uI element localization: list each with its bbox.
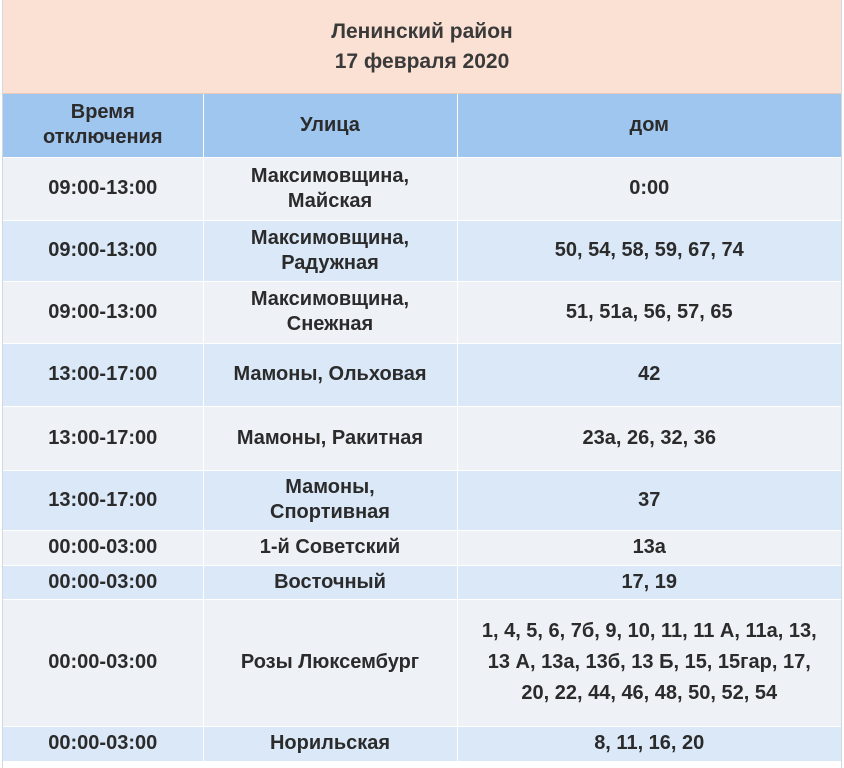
street-cell: Розы Люксембург <box>203 599 457 726</box>
column-header-time: Время отключения <box>3 94 203 157</box>
time-cell: 13:00-17:00 <box>3 406 203 470</box>
street-cell: Максимовщина, Радужная <box>203 220 457 281</box>
street-cell: Максимовщина, Майская <box>203 157 457 220</box>
table-row <box>3 470 841 530</box>
table-row <box>3 530 841 565</box>
street-cell: 1-й Советский <box>203 530 457 565</box>
table-row <box>3 281 841 343</box>
time-cell: 00:00-03:00 <box>3 530 203 565</box>
house-cell: 13а <box>457 530 841 565</box>
time-cell: 00:00-03:00 <box>3 599 203 726</box>
time-cell: 09:00-13:00 <box>3 220 203 281</box>
time-cell: 13:00-17:00 <box>3 343 203 406</box>
column-header-street: Улица <box>203 94 457 157</box>
table-row <box>3 406 841 470</box>
street-cell: Норильская <box>203 726 457 761</box>
house-cell: 1, 4, 5, 6, 7б, 9, 10, 11, 11 А, 11а, 13, 13 А, 13а, 13б, 13 Б, 15, 15гар, 17, 20, 22, 44, 46, 48, 50, 52, 54 <box>457 599 841 726</box>
table-row <box>3 157 841 220</box>
time-cell: 00:00-03:00 <box>3 565 203 599</box>
house-cell: 0:00 <box>457 157 841 220</box>
house-cell: 37 <box>457 470 841 530</box>
time-cell: 13:00-17:00 <box>3 470 203 530</box>
table-row <box>3 343 841 406</box>
table-row <box>3 220 841 281</box>
street-cell: Мамоны, Ольховая <box>203 343 457 406</box>
time-cell: 09:00-13:00 <box>3 157 203 220</box>
house-cell: 51, 51а, 56, 57, 65 <box>457 281 841 343</box>
district-name: Ленинский район <box>331 19 513 43</box>
time-cell: 09:00-13:00 <box>3 281 203 343</box>
table-row <box>3 599 841 726</box>
outage-table <box>3 94 841 762</box>
table-row <box>3 726 841 761</box>
outage-date: 17 февраля 2020 <box>334 49 510 73</box>
house-cell: 17, 19 <box>457 565 841 599</box>
street-cell: Восточный <box>203 565 457 599</box>
house-cell: 8, 11, 16, 20 <box>457 726 841 761</box>
outage-schedule <box>2 0 842 768</box>
street-cell: Мамоны, Спортивная <box>203 470 457 530</box>
street-cell: Мамоны, Ракитная <box>203 406 457 470</box>
house-cell: 23а, 26, 32, 36 <box>457 406 841 470</box>
header-row <box>3 94 841 157</box>
house-cell: 42 <box>457 343 841 406</box>
column-header-house: дом <box>457 94 841 157</box>
house-cell: 50, 54, 58, 59, 67, 74 <box>457 220 841 281</box>
table-title <box>3 0 841 94</box>
time-cell: 00:00-03:00 <box>3 726 203 761</box>
table-row <box>3 565 841 599</box>
street-cell: Максимовщина, Снежная <box>203 281 457 343</box>
